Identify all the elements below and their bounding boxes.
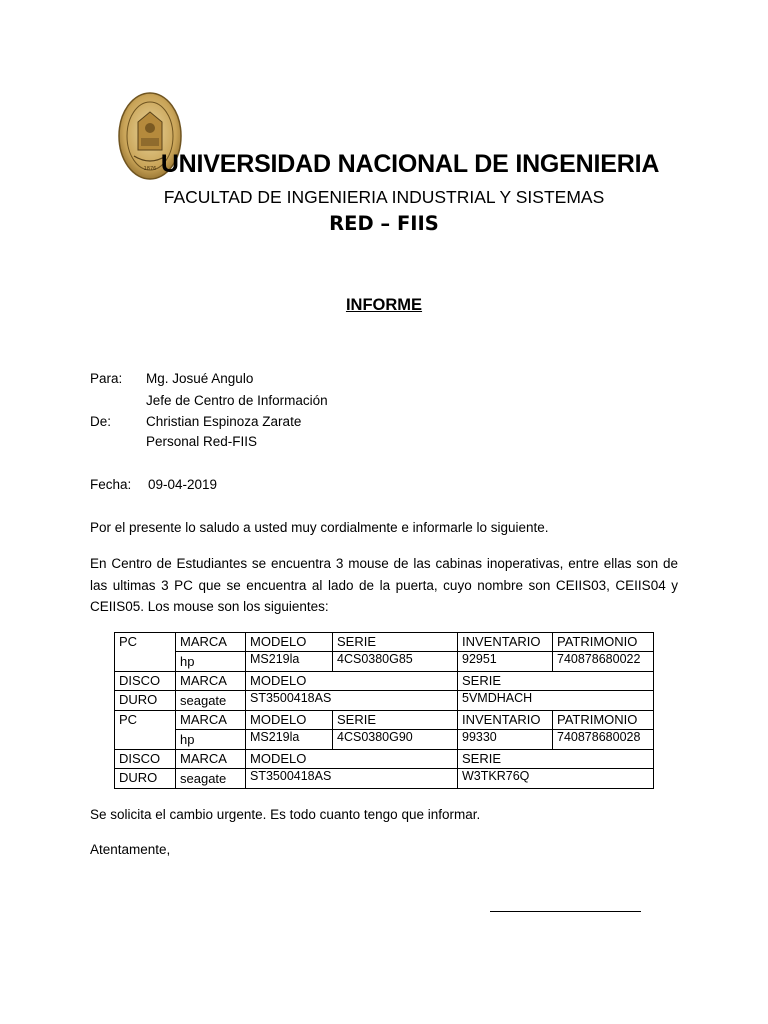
body-paragraph-2: En Centro de Estudiantes se encuentra 3 mouse de las cabinas inoperativas, entre ellas son de las ultimas 3 PC que se encuentra al lado de la puerta, cuyo nombre son CEIIS03, CEIIS04 y CEIIS05. Los mouse son los siguientes: <box>90 556 678 614</box>
header-patrimonio: PATRIMONIO <box>553 633 654 652</box>
header-inventario: INVENTARIO <box>458 633 553 652</box>
header-modelo: MODELO <box>246 750 458 769</box>
header-modelo: MODELO <box>246 672 458 691</box>
disco-serie: W3TKR76Q <box>458 769 654 789</box>
pc-inventario: 92951 <box>458 652 553 672</box>
table-row <box>115 633 654 652</box>
body-paragraph-1: Por el presente lo saludo a usted muy cordialmente e informarle lo siguiente. <box>90 520 549 535</box>
table-row <box>115 652 654 672</box>
svg-text:1876: 1876 <box>143 166 157 172</box>
disco-label: DISCO <box>115 750 176 769</box>
fecha-label: Fecha: <box>90 477 132 492</box>
pc-inventario: 99330 <box>458 730 553 750</box>
para-name: Mg. Josué Angulo <box>146 371 254 386</box>
header-marca: MARCA <box>176 633 246 652</box>
disco-marca: seagate <box>176 769 246 789</box>
table-row <box>115 750 654 769</box>
pc-patrimonio: 740878680022 <box>553 652 654 672</box>
closing: Atentamente, <box>90 842 171 857</box>
header-serie: SERIE <box>333 633 458 652</box>
disco-serie: 5VMDHACH <box>458 691 654 711</box>
header-marca: MARCA <box>176 750 246 769</box>
pc-serie: 4CS0380G90 <box>333 730 458 750</box>
header-serie: SERIE <box>458 672 654 691</box>
signature-line <box>490 911 641 912</box>
disco-modelo: ST3500418AS <box>246 691 458 711</box>
unit-name: RED – FIIS <box>329 212 439 235</box>
header-modelo: MODELO <box>246 633 333 652</box>
duro-label: DURO <box>115 691 176 711</box>
body-paragraph-3: Se solicita el cambio urgente. Es todo cuanto tengo que informar. <box>90 807 481 822</box>
duro-label: DURO <box>115 769 176 789</box>
faculty-name: FACULTAD DE INGENIERIA INDUSTRIAL Y SISTEMAS <box>163 187 605 207</box>
header-serie: SERIE <box>458 750 654 769</box>
header-patrimonio: PATRIMONIO <box>553 711 654 730</box>
table-row <box>115 672 654 691</box>
pc-marca: hp <box>176 652 246 672</box>
pc-modelo: MS219la <box>246 652 333 672</box>
header-serie: SERIE <box>333 711 458 730</box>
header-marca: MARCA <box>176 672 246 691</box>
document-title: INFORME <box>345 296 423 314</box>
pc-marca: hp <box>176 730 246 750</box>
table-row <box>115 711 654 730</box>
pc-modelo: MS219la <box>246 730 333 750</box>
para-role: Jefe de Centro de Información <box>146 393 328 408</box>
de-name: Christian Espinoza Zarate <box>146 414 302 429</box>
fecha-value: 09-04-2019 <box>148 477 218 492</box>
disco-modelo: ST3500418AS <box>246 769 458 789</box>
table-row <box>115 730 654 750</box>
pc-patrimonio: 740878680028 <box>553 730 654 750</box>
header-inventario: INVENTARIO <box>458 711 553 730</box>
para-label: Para: <box>90 371 123 386</box>
header-marca: MARCA <box>176 711 246 730</box>
disco-label: DISCO <box>115 672 176 691</box>
pc-label: PC <box>115 711 176 750</box>
de-label: De: <box>90 414 112 429</box>
university-name: UNIVERSIDAD NACIONAL DE INGENIERIA <box>160 150 660 178</box>
inventory-table <box>114 632 654 789</box>
header-modelo: MODELO <box>246 711 333 730</box>
pc-label: PC <box>115 633 176 672</box>
de-role: Personal Red-FIIS <box>146 434 258 449</box>
table-row <box>115 769 654 789</box>
disco-marca: seagate <box>176 691 246 711</box>
table-row <box>115 691 654 711</box>
pc-serie: 4CS0380G85 <box>333 652 458 672</box>
